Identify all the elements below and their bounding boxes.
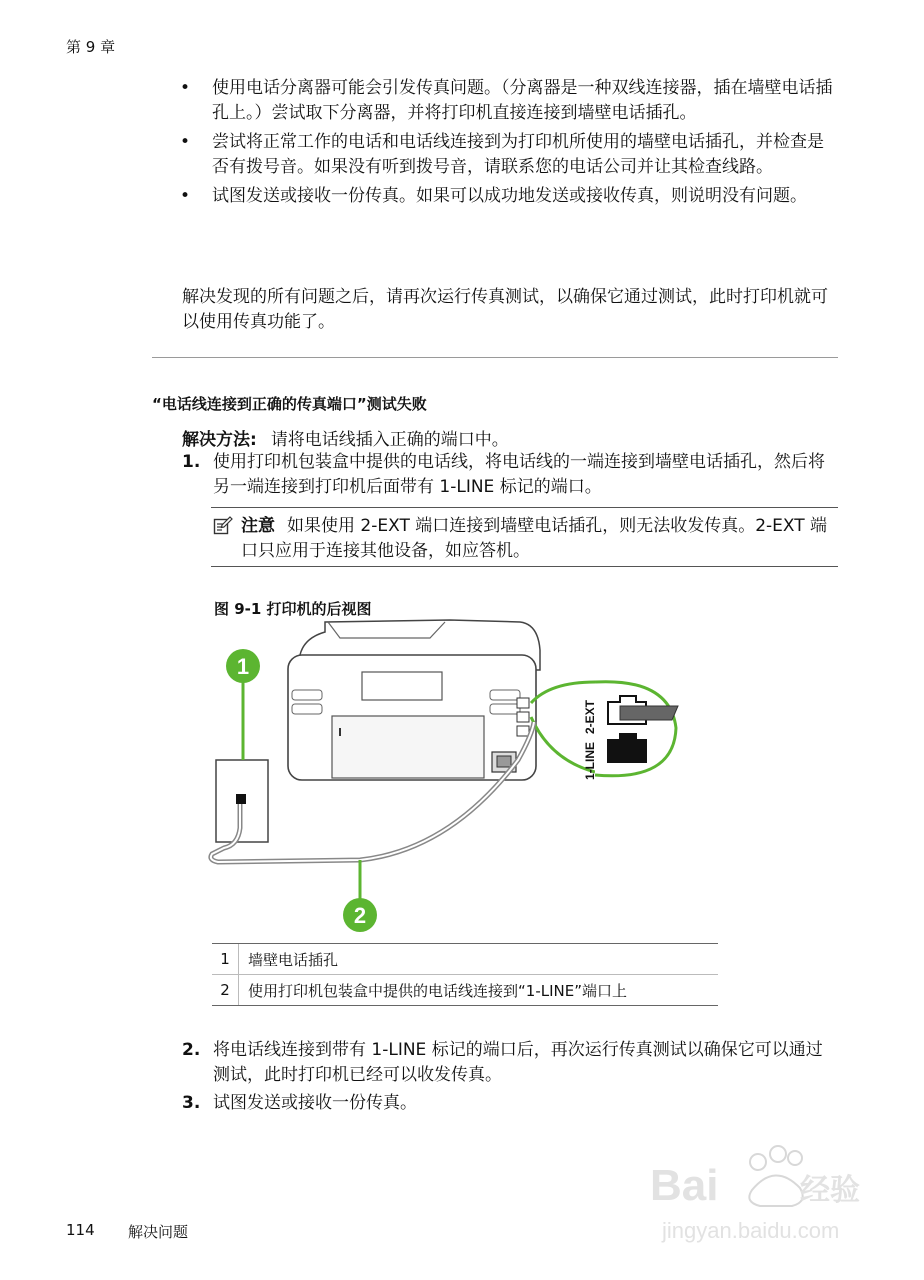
step-text: 使用打印机包装盒中提供的电话线，将电话线的一端连接到墙壁电话插孔，然后将另一端连接到打印机后面带有 1-LINE 标记的端口。 xyxy=(213,452,825,497)
baidu-watermark-logo xyxy=(640,1140,880,1250)
step-item xyxy=(182,1091,832,1116)
printer-port-1line xyxy=(517,712,529,722)
printer-port-2ext xyxy=(517,698,529,708)
bullet-text: 使用电话分离器可能会引发传真问题。（分离器是一种双线连接器，插在墙壁电话插孔上。）尝试取下分离器，并将打印机直接连接到墙壁电话插孔。 xyxy=(212,78,833,123)
solution-label: 解决方法: xyxy=(182,430,257,450)
step-number: 3. xyxy=(182,1093,201,1113)
legend-text: 使用打印机包装盒中提供的电话线连接到“1-LINE”端口上 xyxy=(248,981,627,1000)
figure-legend-table xyxy=(212,943,718,1006)
table-row xyxy=(212,974,718,1005)
section-divider xyxy=(152,357,838,358)
solution-text: 请将电话线插入正确的端口中。 xyxy=(270,430,509,450)
watermark-brand-cn: 经验 xyxy=(800,1173,860,1208)
step-number: 1. xyxy=(182,452,201,472)
bullet-text: 尝试将正常工作的电话和电话线连接到为打印机所使用的墙壁电话插孔，并检查是否有拨号音。如果没有听到拨号音，请联系您的电话公司并让其检查线路。 xyxy=(212,132,824,177)
footer-section-title: 解决问题 xyxy=(128,1223,189,1241)
legend-text: 墙壁电话插孔 xyxy=(248,950,339,969)
section-title: “电话线连接到正确的传真端口”测试失败 xyxy=(152,395,427,413)
callout-1-label: 1 xyxy=(236,654,250,679)
port-label-2ext: 2-EXT xyxy=(583,699,597,734)
table-row xyxy=(212,944,718,974)
note-body: 如果使用 2-EXT 端口连接到墙壁电话插孔，则无法收发传真。2-EXT 端口只应用于连接其他设备，如应答机。 xyxy=(241,516,828,561)
watermark-brand: Bai xyxy=(650,1161,719,1210)
printer-rear-view-figure xyxy=(200,610,720,945)
figure-caption: 图 9-1 打印机的后视图 xyxy=(214,600,372,618)
legend-number: 1 xyxy=(212,944,239,974)
list-item xyxy=(180,76,840,126)
note-icon xyxy=(213,516,233,536)
note-text xyxy=(241,514,841,564)
step-number: 2. xyxy=(182,1040,201,1060)
rear-access-door xyxy=(332,716,484,778)
note-label: 注意 xyxy=(241,516,275,536)
watermark-url: jingyan.baidu.com xyxy=(662,1218,840,1243)
callout-2-label: 2 xyxy=(353,903,367,928)
step-text: 将电话线连接到带有 1-LINE 标记的端口后，再次运行传真测试以确保它可以通过测试，此时打印机已经可以收发传真。 xyxy=(213,1040,823,1085)
list-item xyxy=(180,184,840,209)
bullet-text: 试图发送或接收一份传真。如果可以成功地发送或接收传真，则说明没有问题。 xyxy=(212,186,807,206)
bullet-symbol: • xyxy=(180,186,191,206)
step-item xyxy=(182,1038,832,1088)
chapter-header: 第 9 章 xyxy=(66,38,116,56)
bullet-symbol: • xyxy=(180,78,191,98)
solution-line xyxy=(182,425,509,450)
summary-paragraph: 解决发现的所有问题之后，请再次运行传真测试，以确保它通过测试，此时打印机就可以使用传真功能了。 xyxy=(182,287,828,332)
step-item xyxy=(182,450,832,500)
legend-number: 2 xyxy=(212,975,239,1005)
list-item xyxy=(180,130,840,180)
note-box xyxy=(211,507,838,567)
phone-plug-icon xyxy=(620,706,678,720)
bullet-list xyxy=(180,76,840,213)
port-label-1line: 1-LINE xyxy=(583,741,597,780)
step-text: 试图发送或接收一份传真。 xyxy=(213,1093,417,1113)
page-number: 114 xyxy=(66,1221,95,1239)
bullet-symbol: • xyxy=(180,132,191,152)
